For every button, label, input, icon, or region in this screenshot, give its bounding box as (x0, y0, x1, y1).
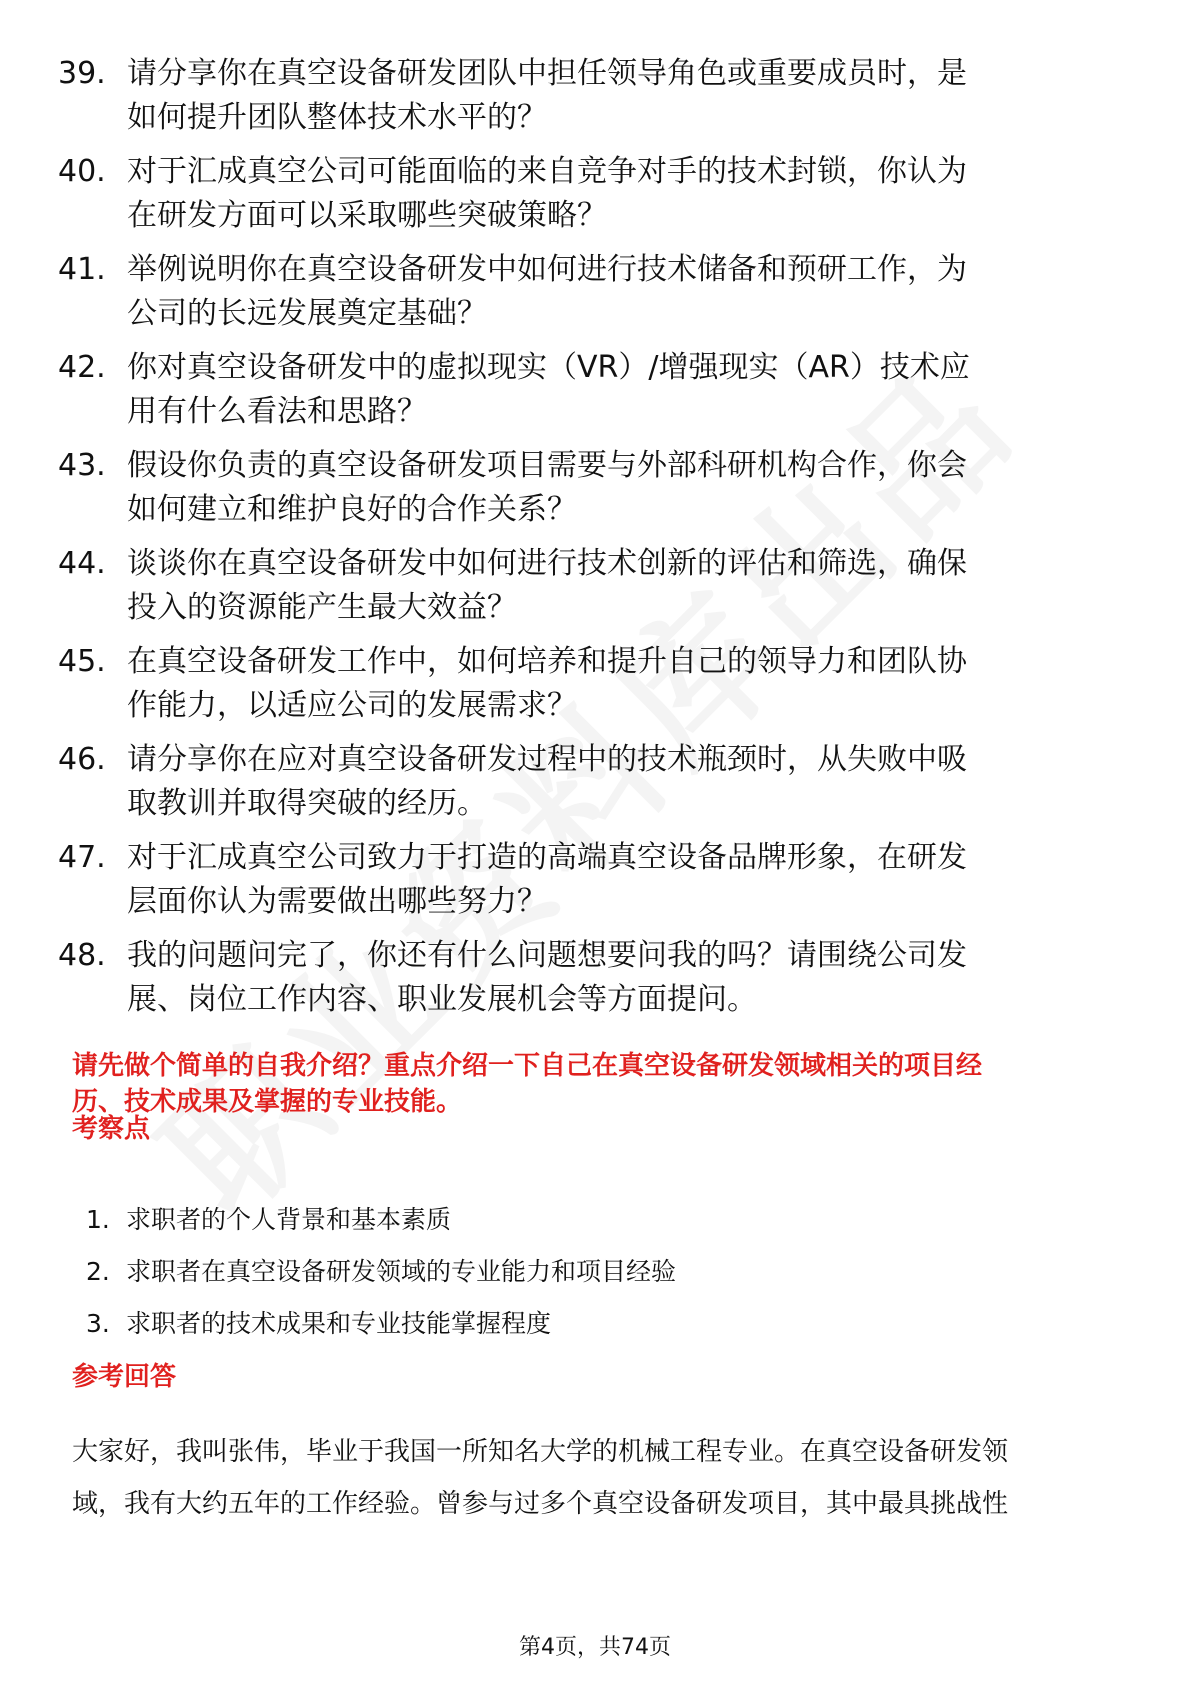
page-number: 第4页，共74页 (519, 1635, 671, 1660)
question-item (58, 934, 1138, 1022)
question-number: 42. (58, 350, 106, 385)
question-number: 47. (58, 840, 106, 875)
answer-line: 大家好，我叫张伟，毕业于我国一所知名大学的机械工程专业。在真空设备研发领 (72, 1437, 1009, 1467)
question-line: 对于汇成真空公司可能面临的来自竞争对手的技术封锁，你认为 (127, 154, 967, 189)
featured-question-line: 历、技术成果及掌握的专业技能。 (72, 1087, 463, 1117)
question-line: 对于汇成真空公司致力于打造的高端真空设备品牌形象，在研发 (127, 840, 967, 875)
question-line: 作能力，以适应公司的发展需求？ (127, 688, 577, 723)
reference-answer-title: 参考回答 (72, 1362, 177, 1392)
exam-point-text: 求职者的个人背景和基本素质 (126, 1205, 452, 1234)
question-line: 你对真空设备研发中的虚拟现实（VR）/增强现实（AR）技术应 (127, 350, 970, 385)
question-line: 举例说明你在真空设备研发中如何进行技术储备和预研工作，为 (127, 252, 967, 287)
question-line: 我的问题问完了，你还有什么问题想要问我的吗？请围绕公司发 (127, 938, 967, 973)
question-number: 44. (58, 546, 106, 581)
question-item (58, 640, 1138, 728)
question-item (58, 150, 1138, 238)
question-line: 在研发方面可以采取哪些突破策略？ (127, 198, 607, 233)
exam-point-number: 1. (86, 1205, 110, 1234)
question-item (58, 836, 1138, 924)
question-line: 用有什么看法和思路？ (127, 394, 427, 429)
exam-point-item (86, 1252, 676, 1288)
exam-points-title: 考察点 (72, 1114, 151, 1144)
question-number: 40. (58, 154, 106, 189)
exam-point-text: 求职者在真空设备研发领域的专业能力和项目经验 (126, 1257, 677, 1286)
exam-point-number: 3. (86, 1309, 110, 1338)
question-line: 层面你认为需要做出哪些努力？ (127, 884, 547, 919)
question-line: 取教训并取得突破的经历。 (127, 786, 487, 821)
question-number: 48. (58, 938, 106, 973)
question-line: 如何建立和维护良好的合作关系？ (127, 492, 577, 527)
question-line: 公司的长远发展奠定基础？ (127, 296, 487, 331)
question-line: 在真空设备研发工作中，如何培养和提升自己的领导力和团队协 (127, 644, 967, 679)
question-item (58, 248, 1138, 336)
featured-question (72, 1048, 1132, 1120)
question-line: 请分享你在真空设备研发团队中担任领导角色或重要成员时，是 (127, 56, 967, 91)
question-item (58, 542, 1138, 630)
question-line: 请分享你在应对真空设备研发过程中的技术瓶颈时，从失败中吸 (127, 742, 967, 777)
exam-point-item (86, 1200, 451, 1236)
exam-point-number: 2. (86, 1257, 110, 1286)
featured-question-line: 请先做个简单的自我介绍？重点介绍一下自己在真空设备研发领域相关的项目经 (72, 1051, 983, 1081)
question-item (58, 52, 1138, 140)
question-item (58, 444, 1138, 532)
question-line: 如何提升团队整体技术水平的？ (127, 100, 547, 135)
question-number: 45. (58, 644, 106, 679)
question-list (58, 52, 1138, 1032)
question-line: 投入的资源能产生最大效益？ (127, 590, 517, 625)
question-number: 41. (58, 252, 106, 287)
question-item (58, 346, 1138, 434)
question-line: 谈谈你在真空设备研发中如何进行技术创新的评估和筛选，确保 (127, 546, 967, 581)
question-number: 46. (58, 742, 106, 777)
question-line: 假设你负责的真空设备研发项目需要与外部科研机构合作，你会 (127, 448, 967, 483)
answer-line: 域，我有大约五年的工作经验。曾参与过多个真空设备研发项目，其中最具挑战性 (72, 1489, 1009, 1519)
question-number: 43. (58, 448, 106, 483)
question-item (58, 738, 1138, 826)
question-number: 39. (58, 56, 106, 91)
exam-point-item (86, 1304, 551, 1340)
exam-point-text: 求职者的技术成果和专业技能掌握程度 (126, 1309, 552, 1338)
question-line: 展、岗位工作内容、职业发展机会等方面提问。 (127, 982, 757, 1017)
